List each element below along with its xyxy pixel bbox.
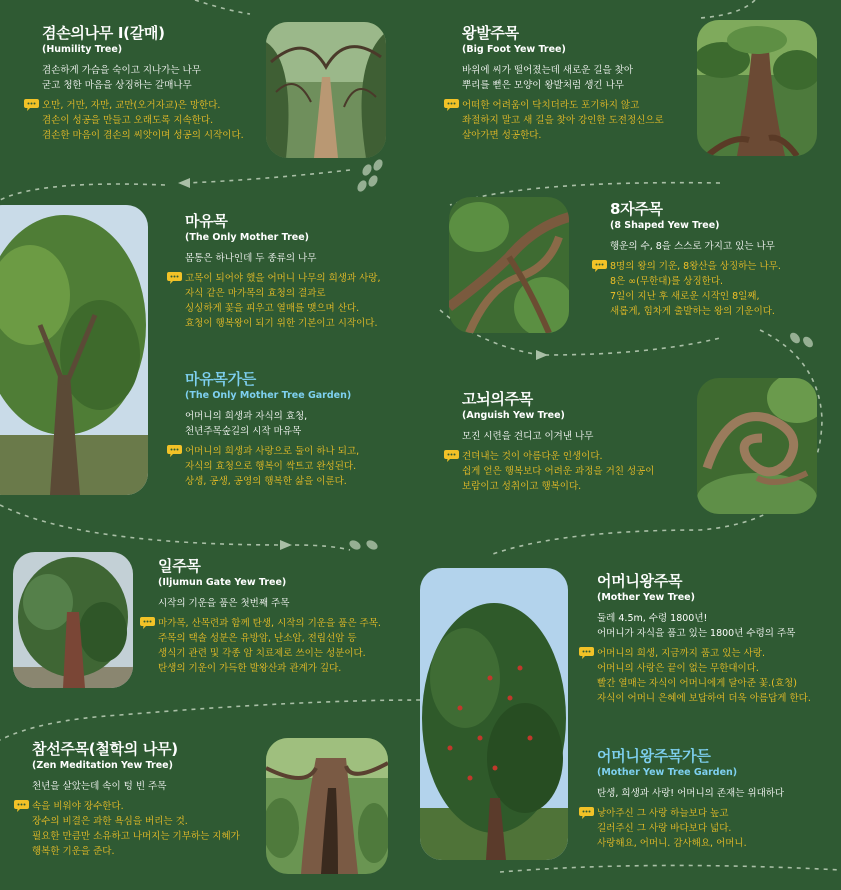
message-line: 행복한 기운을 준다. [32, 846, 115, 857]
message-line: 보람이고 성취이고 행복이다. [462, 481, 582, 492]
message-line: 자식의 효청으로 행복이 싹트고 완성된다. [185, 461, 357, 472]
gate-yew-photo [13, 552, 133, 688]
entry-message [185, 444, 359, 489]
description-line: 굳고 청한 마음을 상징하는 갈매나무 [42, 80, 192, 91]
entry-english-name: (Zen Meditation Yew Tree) [32, 760, 173, 771]
message-line: 필요한 만큼만 소유하고 나머지는 기부하는 지혜가 [32, 831, 240, 842]
entry-zen-meditation-yew [32, 740, 240, 859]
speech-bubble-icon [24, 99, 39, 111]
yew-root-photo [697, 20, 817, 156]
message-line: 마가목, 산목련과 함께 탄생, 시작의 기운을 품은 주목. [158, 618, 381, 629]
entry-description [597, 786, 784, 801]
description-line: 모진 시련을 견디고 이겨낸 나무 [462, 431, 594, 442]
message-line: 어머니의 희생, 지금까지 품고 있는 사랑. [597, 648, 765, 659]
message-line: 고목이 되어야 했을 어머니 나무의 희생과 사랑, [185, 273, 381, 284]
twisted-yew-photo [697, 378, 817, 514]
tree-path-photo [266, 22, 386, 158]
entry-description [185, 251, 381, 266]
message-line: 살아가면 성공한다. [462, 130, 542, 141]
hollow-yew-photo [266, 738, 388, 874]
entry-message [462, 98, 664, 143]
message-line: 상생, 공생, 공영의 행복한 삶을 이룬다. [185, 476, 347, 487]
entry-title: 어머니왕주목 [597, 572, 683, 590]
entry-title: 참선주목(철학의 나무) [32, 740, 178, 758]
entry-title: 일주목 [158, 557, 201, 575]
message-line: 빨간 열매는 자식이 어머니에게 달아준 꽃.(효청) [597, 678, 797, 689]
message-line: 속을 비워야 장수한다. [32, 801, 124, 812]
description-line: 어머니의 희생과 자식의 효청, [185, 411, 308, 422]
eight-shaped-tree-photo [449, 197, 569, 333]
message-line: 새롭게, 힘차게 출발하는 왕의 기운이다. [610, 306, 775, 317]
speech-bubble-icon [167, 445, 182, 457]
entry-humility-tree [42, 24, 244, 143]
speech-bubble-icon [14, 800, 29, 812]
speech-bubble-icon [444, 450, 459, 462]
entry-big-foot-yew [462, 24, 664, 143]
message-line: 낳아주신 그 사랑 하늘보다 높고 [597, 808, 729, 819]
entry-english-name: (Mother Yew Tree) [597, 592, 695, 603]
description-line: 천년주목숲길의 시작 마유목 [185, 426, 302, 437]
message-line: 8명의 왕의 기운, 8왕산을 상징하는 나무. [610, 261, 781, 272]
speech-bubble-icon [579, 647, 594, 659]
description-line: 어머니가 자식을 품고 있는 1800년 수령의 주목 [597, 628, 796, 639]
entry-message [32, 799, 240, 859]
entry-message [610, 259, 781, 319]
message-line: 견뎌내는 것이 아름다운 인생이다. [462, 451, 603, 462]
message-line: 오만, 거만, 자만, 교만(오거자교)은 망한다. [42, 100, 221, 111]
message-line: 겸손한 마음이 겸손의 씨앗이며 성공의 시작이다. [42, 130, 244, 141]
message-line: 7일이 지난 후 새로운 시작인 8일째, [610, 291, 760, 302]
entry-title: 8자주목 [610, 200, 663, 218]
entry-message [42, 98, 244, 143]
entry-english-name: (Anguish Yew Tree) [462, 410, 565, 421]
message-line: 자식이 어머니 은혜에 보답하여 더욱 아름답게 한다. [597, 693, 811, 704]
entry-description [42, 63, 244, 93]
entry-only-mother-tree-garden [185, 370, 359, 489]
entry-description [610, 239, 781, 254]
entry-english-name: (The Only Mother Tree Garden) [185, 390, 352, 401]
entry-title: 겸손의나무 I(갈매) [42, 24, 165, 42]
entry-eight-shaped-yew [610, 200, 781, 319]
description-line: 탄생, 희생과 사랑! 어머니의 존재는 위대하다 [597, 788, 785, 799]
speech-bubble-icon [167, 272, 182, 284]
message-line: 싱싱하게 꽃을 피우고 열매를 맺으며 산다. [185, 303, 360, 314]
entry-mother-yew-garden [597, 747, 784, 851]
message-line: 어머니의 희생과 사랑으로 둘이 하나 되고, [185, 446, 360, 457]
entry-title: 왕발주목 [462, 24, 519, 42]
entry-title: 마유목가든 [185, 370, 256, 388]
entry-description [32, 779, 240, 794]
entry-anguish-yew [462, 390, 654, 494]
message-line: 사랑해요, 어머니. 감사해요, 어머니. [597, 838, 747, 849]
message-line: 생식기 관련 및 각종 암 치료제로 쓰이는 성분이다. [158, 648, 366, 659]
message-line: 쉽게 얻은 행복보다 어려운 과정을 거친 성공이 [462, 466, 655, 477]
entry-title: 어머니왕주목가든 [597, 747, 711, 765]
entry-english-name: (Iljumun Gate Yew Tree) [158, 577, 287, 588]
message-line: 주목의 택솔 성분은 유방암, 난소암, 전립선암 등 [158, 633, 357, 644]
description-line: 몸통은 하나인데 두 종류의 나무 [185, 253, 317, 264]
description-line: 시작의 기운을 품은 첫번째 주목 [158, 598, 290, 609]
message-line: 탄생의 기운이 가득한 발왕산과 관계가 깊다. [158, 663, 342, 674]
entry-message [597, 646, 811, 706]
entry-description [185, 409, 359, 439]
description-line: 겸손하게 가슴을 숙이고 지나가는 나무 [42, 65, 201, 76]
entry-title: 고뇌의주목 [462, 390, 533, 408]
entry-message [158, 616, 381, 676]
description-line: 둘레 4.5m, 수령 1800년! [597, 613, 708, 624]
speech-bubble-icon [592, 260, 607, 272]
description-line: 바위에 씨가 떨어졌는데 새로운 길을 찾아 [462, 65, 634, 76]
message-line: 좌절하지 말고 새 길을 찾아 강인한 도전정신으로 [462, 115, 664, 126]
entry-message [597, 806, 784, 851]
mother-yew-photo [420, 568, 568, 860]
message-line: 길러주신 그 사랑 바다보다 넓다. [597, 823, 732, 834]
entry-english-name: (Mother Yew Tree Garden) [597, 767, 738, 778]
entry-message [185, 271, 381, 331]
message-line: 어떠한 어려움이 닥치더라도 포기하지 않고 [462, 100, 640, 111]
speech-bubble-icon [579, 807, 594, 819]
entry-english-name: (Big Foot Yew Tree) [462, 44, 566, 55]
entry-english-name: (The Only Mother Tree) [185, 232, 310, 243]
message-line: 어머니의 사랑은 끝이 없는 무한대이다. [597, 663, 759, 674]
entry-message [462, 449, 654, 494]
speech-bubble-icon [140, 617, 155, 629]
entry-description [462, 63, 664, 93]
message-line: 장수의 비결은 과한 욕심을 버리는 것. [32, 816, 188, 827]
entry-only-mother-tree [185, 212, 381, 331]
entry-iljumun-gate-yew [158, 557, 381, 676]
entry-description [462, 429, 654, 444]
mother-tree-photo [0, 205, 148, 495]
entry-description [597, 611, 811, 641]
entry-title: 마유목 [185, 212, 228, 230]
description-line: 천년을 살았는데 속이 텅 빈 주목 [32, 781, 167, 792]
message-line: 겸손이 성공을 만들고 오래도록 지속한다. [42, 115, 214, 126]
entry-english-name: (Humility Tree) [42, 44, 123, 55]
description-line: 행운의 수, 8을 스스로 가지고 있는 나무 [610, 241, 775, 252]
message-line: 8은 ∞(무한대)를 상징한다. [610, 276, 724, 287]
entry-mother-yew [597, 572, 811, 706]
description-line: 뿌리를 뻗은 모양이 왕발처럼 생긴 나무 [462, 80, 624, 91]
message-line: 자식 같은 마가목의 효청의 결과로 [185, 288, 326, 299]
entry-description [158, 596, 381, 611]
message-line: 효청이 행복왕이 되기 위한 기본이고 시작이다. [185, 318, 378, 329]
entry-english-name: (8 Shaped Yew Tree) [610, 220, 720, 231]
speech-bubble-icon [444, 99, 459, 111]
